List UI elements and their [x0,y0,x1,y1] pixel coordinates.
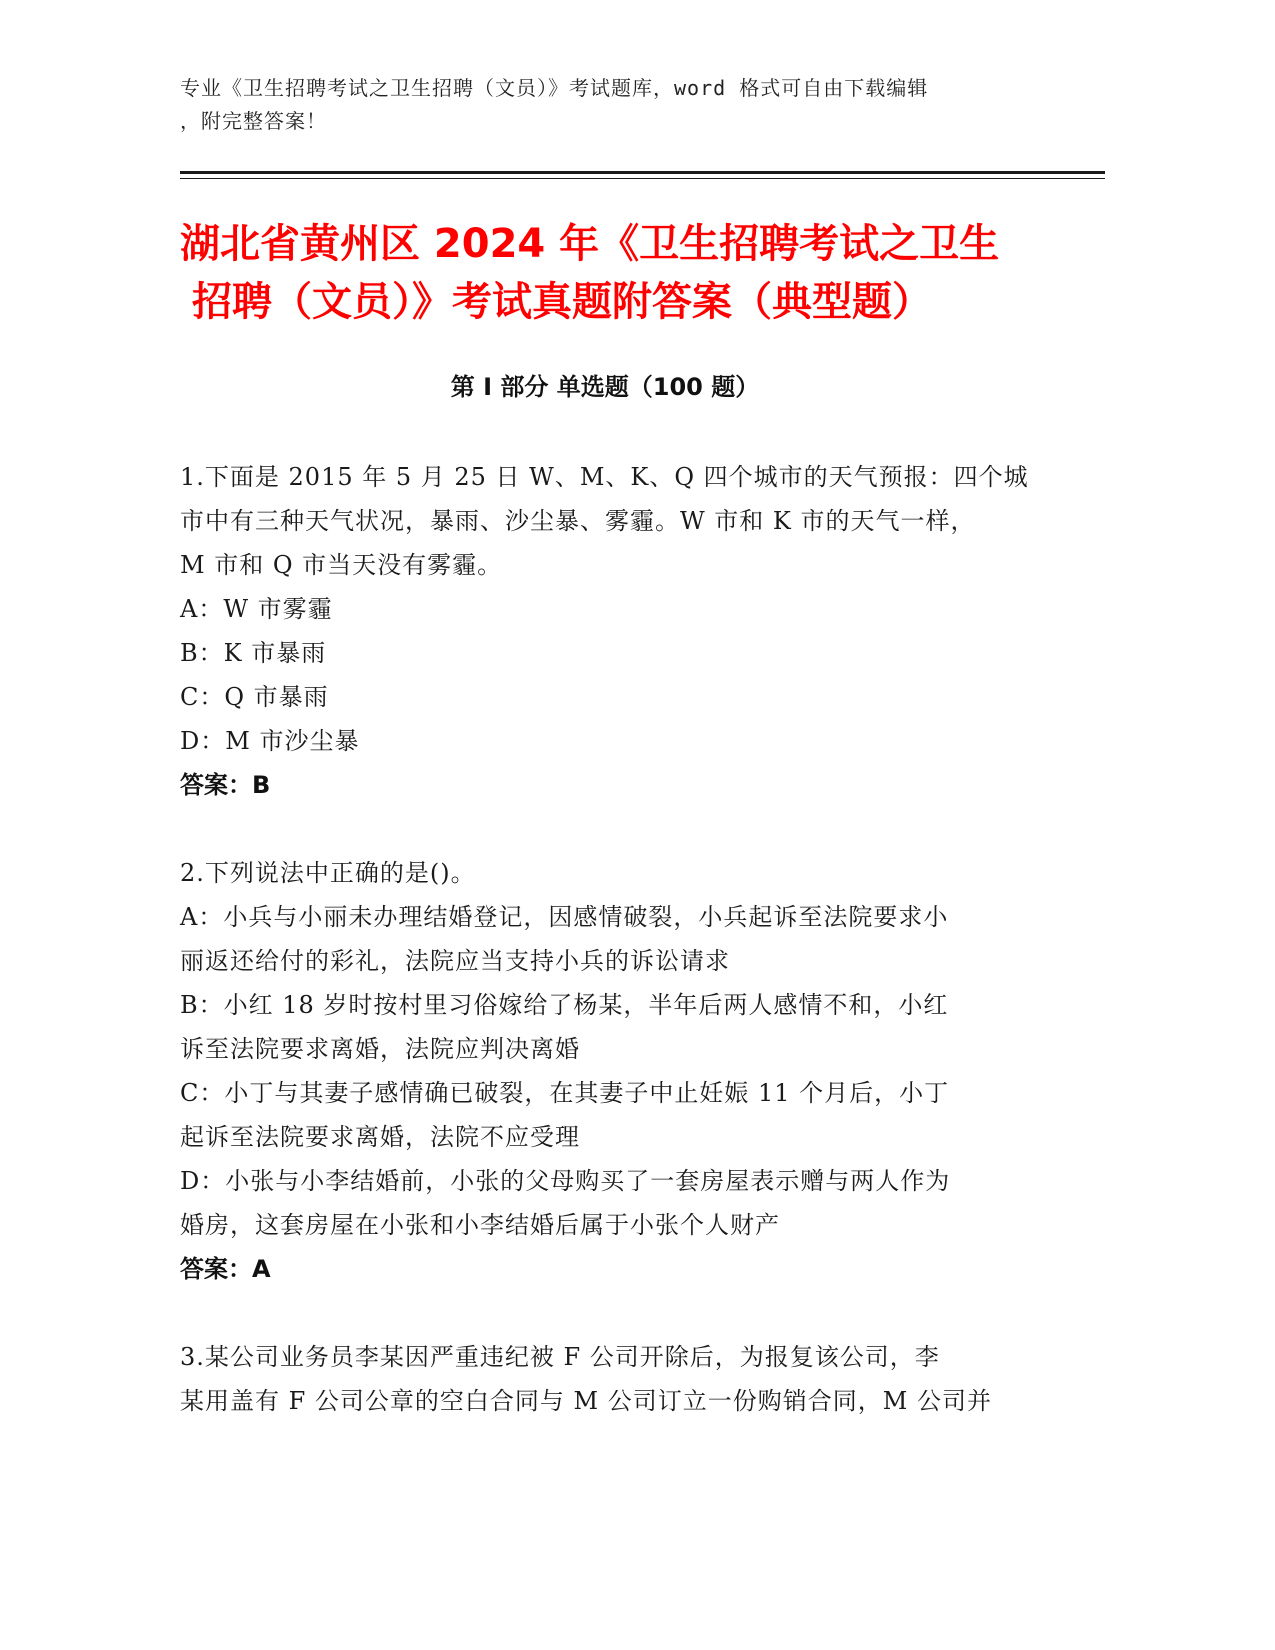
answer-option [180,983,1040,1071]
header-divider-thin [180,178,1105,179]
answer-option-line: 婚房，这套房屋在小张和小李结婚后属于小张个人财产 [180,1211,780,1239]
answer-option-line: B：K 市暴雨 [180,639,327,667]
answer-option [180,719,1040,763]
document-title [180,215,1100,331]
answer-option-line: A：小兵与小丽未办理结婚登记，因感情破裂，小兵起诉至法院要求小 [180,903,949,931]
header-note [180,72,1060,138]
answer-option-line: D：小张与小李结婚前，小张的父母购买了一套房屋表示赠与两人作为 [180,1167,951,1195]
question-item [180,455,1040,807]
question-stem-line: 1.下面是 2015 年 5 月 25 日 W、M、K、Q 四个城市的天气预报：四个城 [180,463,1029,491]
answer-option-line: 诉至法院要求离婚，法院应判决离婚 [180,1035,580,1063]
answer-option [180,1071,1040,1159]
section-heading: 第 I 部分 单选题（100 题） [450,373,760,401]
header-divider-thick [180,171,1105,174]
question-item [180,851,1040,1291]
question-list [180,455,1040,1467]
answer-option-line: D：M 市沙尘暴 [180,727,360,755]
answer-option-line: 丽返还给付的彩礼，法院应当支持小兵的诉讼请求 [180,947,730,975]
question-stem-line: 3.某公司业务员李某因严重违纪被 F 公司开除后，为报复该公司，李 [180,1343,940,1371]
title-line: 招聘（文员）》考试真题附答案（典型题） [192,279,932,325]
header-note-line: 专业《卫生招聘考试之卫生招聘（文员）》考试题库，word 格式可自由下载编辑 [180,76,929,100]
answer-option [180,675,1040,719]
answer-option [180,895,1040,983]
question-stem-line: M 市和 Q 市当天没有雾霾。 [180,551,503,579]
answer-option-line: C：小丁与其妻子感情确已破裂，在其妻子中止妊娠 11 个月后，小丁 [180,1079,950,1107]
answer-key: 答案：A [180,1255,271,1283]
answer-option-line: B：小红 18 岁时按村里习俗嫁给了杨某，半年后两人感情不和，小红 [180,991,949,1019]
question-stem-line: 2.下列说法中正确的是()。 [180,859,476,887]
question-item [180,1335,1040,1423]
answer-option [180,631,1040,675]
answer-option [180,587,1040,631]
answer-option-line: 起诉至法院要求离婚，法院不应受理 [180,1123,580,1151]
answer-option [180,1159,1040,1247]
question-stem-line: 某用盖有 F 公司公章的空白合同与 M 公司订立一份购销合同，M 公司并 [180,1387,992,1415]
answer-option-line: A：W 市雾霾 [180,595,333,623]
answer-option-line: C：Q 市暴雨 [180,683,329,711]
title-line: 湖北省黄州区 2024 年《卫生招聘考试之卫生 [180,221,1000,267]
question-stem-line: 市中有三种天气状况，暴雨、沙尘暴、雾霾。W 市和 K 市的天气一样， [180,507,976,535]
header-note-line: ，附完整答案！ [180,109,327,133]
answer-key: 答案：B [180,771,271,799]
